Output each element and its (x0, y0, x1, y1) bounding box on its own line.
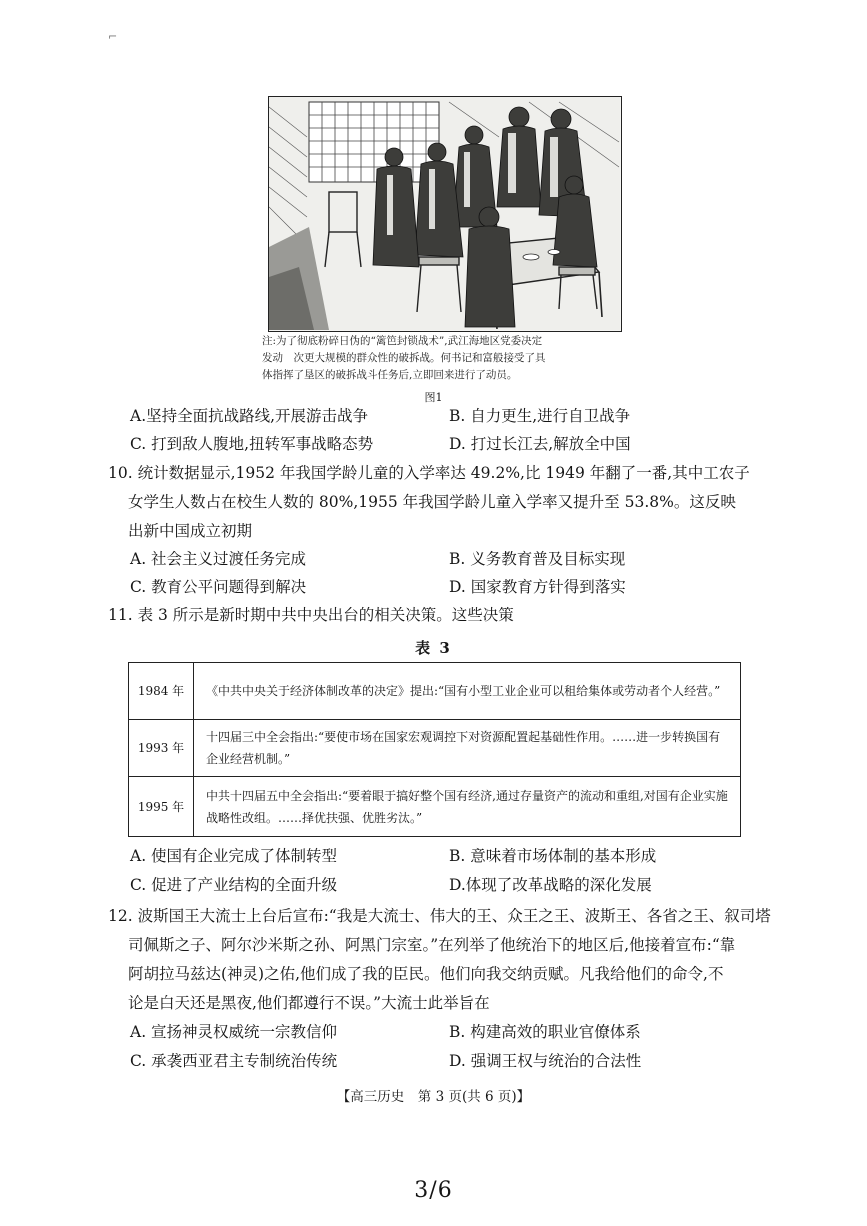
q10-stem-line: 女学生人数占在校生人数的 80%,1955 年我国学龄儿童入学率又提升至 53.8%。这反映 (128, 493, 736, 511)
table-text-cell: 《中共中央关于经济体制改革的决定》提出:“国有小型工业企业可以租给集体或劳动者个人经营。” (194, 663, 741, 720)
table-row (129, 720, 741, 777)
q12-stem-line: 12. 波斯国王大流士上台后宣布:“我是大流士、伟大的王、众王之王、波斯王、各省之王、叙司塔 (108, 907, 771, 925)
q11-stem-line: 11. 表 3 所示是新时期中共中央出台的相关决策。这些决策 (108, 606, 514, 624)
q11-option-d[interactable]: D.体现了改革战略的深化发展 (449, 876, 652, 894)
q12-option-d[interactable]: D. 强调王权与统治的合法性 (449, 1052, 642, 1070)
q11-option-a[interactable]: A. 使国有企业完成了体制转型 (130, 847, 338, 865)
table-year-cell: 1984 年 (129, 663, 194, 720)
q12-stem-line: 司佩斯之子、阿尔沙米斯之孙、阿黑门宗室。”在列举了他统治下的地区后,他接着宣布:“靠 (128, 936, 736, 954)
q12-stem-line: 阿胡拉马兹达(神灵)之佑,他们成了我的臣民。他们向我交纳贡赋。凡我给他们的命令,不 (128, 965, 724, 983)
page-footer: 【高三历史 第 3 页(共 6 页)】 (336, 1089, 531, 1105)
caption-line: 发动 次更大规模的群众性的破拆战。何书记和富般接受了具 (262, 352, 546, 364)
table-row (129, 777, 741, 837)
table-text-cell: 中共十四届五中全会指出:“要着眼于搞好整个国有经济,通过存量资产的流动和重组,对国有企业实施战略性改组。……择优扶强、优胜劣汰。” (194, 777, 741, 837)
q10-option-a[interactable]: A. 社会主义过渡任务完成 (130, 550, 307, 568)
corner-mark: ⌐ (108, 30, 118, 43)
q11-option-c[interactable]: C. 促进了产业结构的全面升级 (130, 876, 338, 894)
q9-option-d[interactable]: D. 打过长江去,解放全中国 (449, 435, 631, 453)
figure-caption (262, 333, 632, 384)
q12-option-c[interactable]: C. 承袭西亚君主专制统治传统 (130, 1052, 338, 1070)
page-number: 3/6 (414, 1178, 453, 1203)
q12-option-a[interactable]: A. 宣扬神灵权威统一宗教信仰 (130, 1023, 338, 1041)
table-text-cell: 十四届三中全会指出:“要使市场在国家宏观调控下对资源配置起基础性作用。……进一步转换国有企业经营机制。” (194, 720, 741, 777)
caption-line: 体指挥了垦区的破拆战斗任务后,立即回来进行了动员。 (262, 369, 518, 381)
q9-option-a[interactable]: A.坚持全面抗战路线,开展游击战争 (130, 407, 369, 425)
table-title: 表 3 (415, 639, 452, 657)
q11-option-b[interactable]: B. 意味着市场体制的基本形成 (449, 847, 657, 865)
q10-stem-line: 出新中国成立初期 (128, 522, 253, 540)
q12-stem-line: 论是白天还是黑夜,他们都遵行不误。”大流士此举旨在 (128, 994, 490, 1012)
q10-stem-line: 10. 统计数据显示,1952 年我国学龄儿童的入学率达 49.2%,比 1949 年翻了一番,其中工农子 (108, 464, 750, 482)
table-year-cell: 1993 年 (129, 720, 194, 777)
figure-illustration (268, 96, 622, 332)
policy-table (128, 662, 741, 837)
q10-option-d[interactable]: D. 国家教育方针得到落实 (449, 578, 626, 596)
caption-line: 注:为了彻底粉碎日伪的“篱笆封锁战术”,武江海地区党委决定 (262, 335, 543, 347)
table-row (129, 663, 741, 720)
meeting-illustration (269, 97, 620, 330)
q10-option-b[interactable]: B. 义务教育普及目标实现 (449, 550, 626, 568)
q10-option-c[interactable]: C. 教育公平问题得到解决 (130, 578, 307, 596)
figure-label: 图1 (424, 391, 443, 404)
q12-option-b[interactable]: B. 构建高效的职业官僚体系 (449, 1023, 641, 1041)
table-year-cell: 1995 年 (129, 777, 194, 837)
q9-option-b[interactable]: B. 自力更生,进行自卫战争 (449, 407, 631, 425)
q9-option-c[interactable]: C. 打到敌人腹地,扭转军事战略态势 (130, 435, 374, 453)
